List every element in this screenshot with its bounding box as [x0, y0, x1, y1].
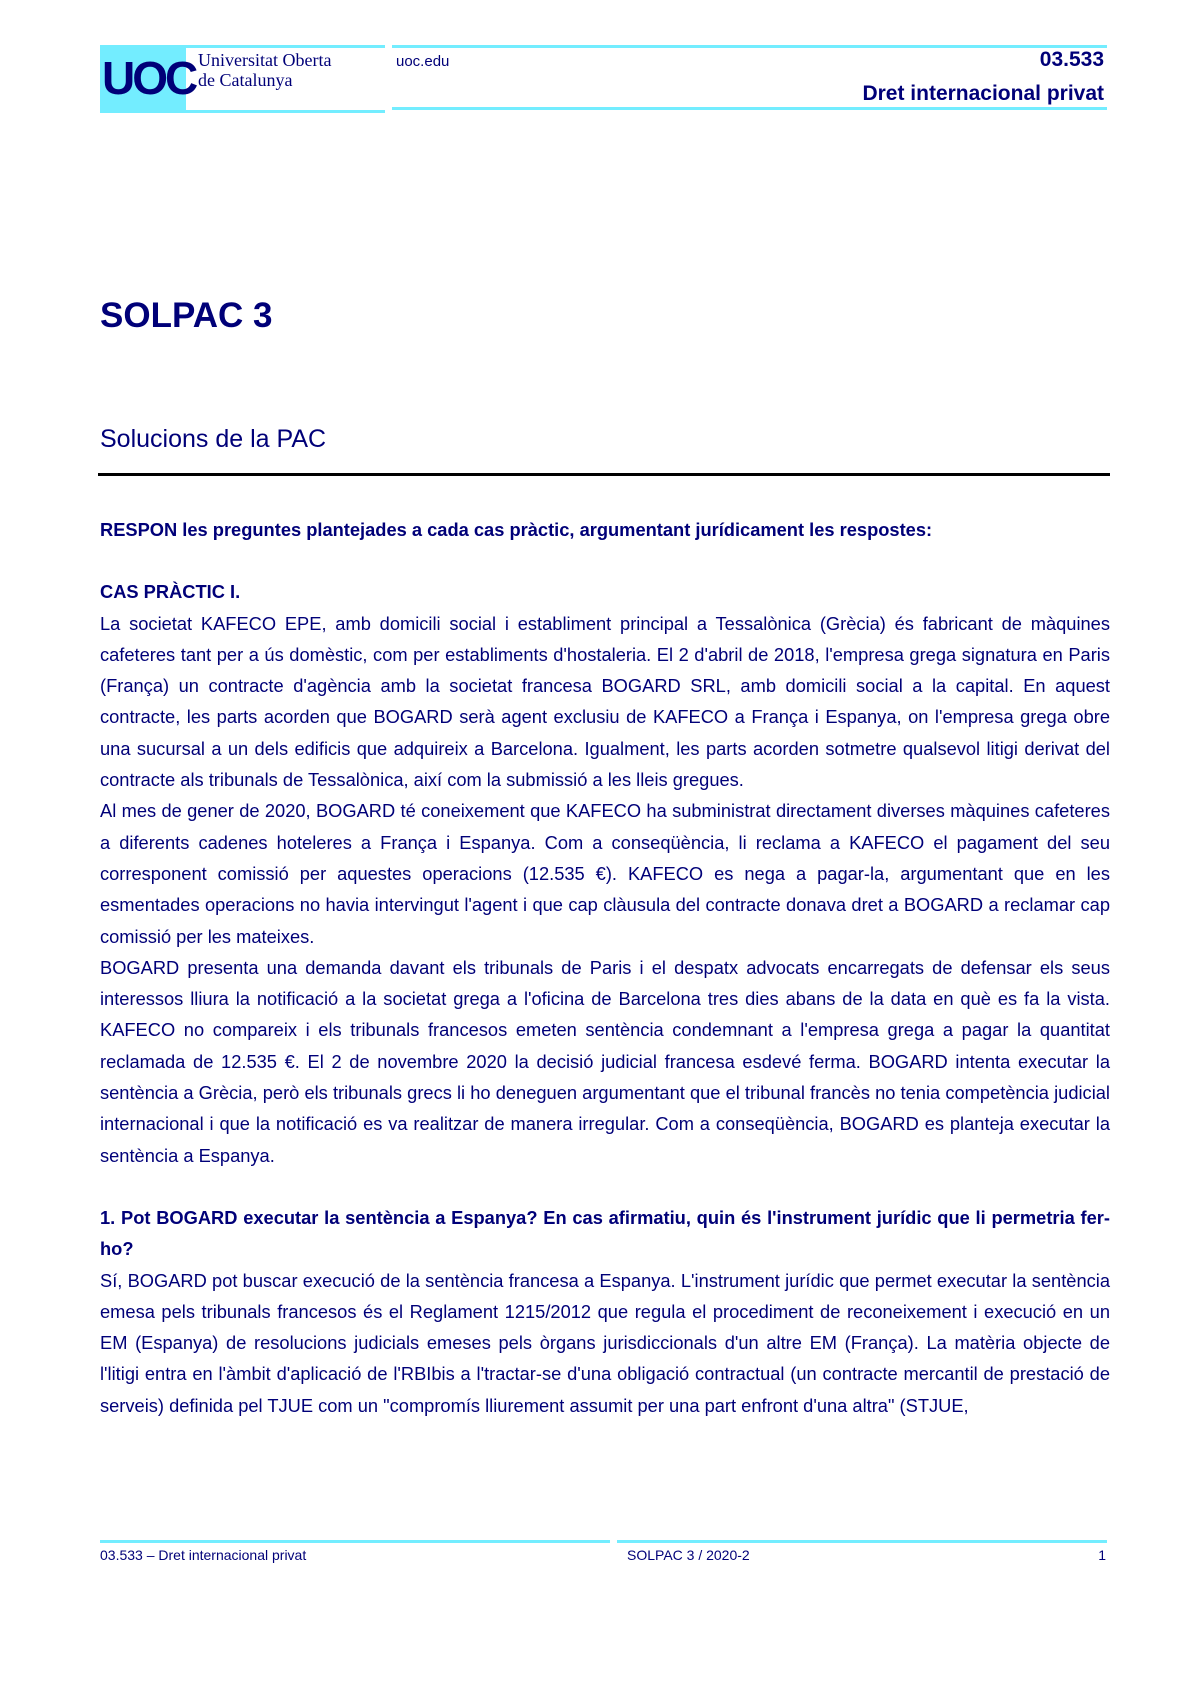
case-paragraph-2: Al mes de gener de 2020, BOGARD té coneixement que KAFECO ha subministrat directament diverses màquines cafeteres a diferents cadenes hoteleres a França i Espanya. Com a conseqüència, li reclama a KAFECO el pagament del seu corresponent comissió per aquestes operacions (12.535 €). KAFECO es nega a pagar-la, argumentant que en les esmentades operacions no havia intervingut l'agent i que cap clàusula del contracte donava dret a BOGARD a reclamar cap comissió per les mateixes. — [100, 800, 1110, 947]
document-body — [100, 514, 1110, 1421]
website-link[interactable]: uoc.edu — [396, 53, 450, 70]
header-rule-right-bottom — [392, 107, 1107, 110]
footer-rule-left — [100, 1540, 610, 1543]
spacer — [100, 545, 1110, 576]
uoc-logo-text: UOC — [102, 52, 196, 104]
header-rule-right-top — [392, 45, 1107, 48]
answer-1: Sí, BOGARD pot buscar execució de la sentència francesa a Espanya. L'instrument jurídic que permet executar la sentència emesa pels tribunals francesos és el Reglament 1215/2012 que regula el procediment de reconeixement i execució en un EM (Espanya) de resolucions judicials emeses pels òrgans jurisdiccionals d'un altre EM (França). La matèria objecte de l'litigi entra en l'àmbit d'aplicació de l'RBIbis a l'tractar-se d'una obligació contractual (un contracte mercantil de prestació de serveis) definida pel TJUE com un "compromís lliurement assumit per una part enfront d'una altra" (STJUE, — [100, 1269, 1110, 1416]
footer-rule-right — [617, 1540, 1107, 1543]
page-number: 1 — [1098, 1547, 1106, 1563]
instruction: RESPON les preguntes plantejades a cada cas pràctic, argumentant jurídicament les respostes: — [100, 519, 933, 540]
university-name-line2: de Catalunya — [198, 70, 293, 90]
case-paragraph-1: La societat KAFECO EPE, amb domicili social i establiment principal a Tessalònica (Grècia) és fabricant de màquines cafeteres tant per a ús domèstic, com per establiments d'hostaleria. El 2 d'abril de 2018, l'empresa grega signatura en Paris (França) un contracte d'agència amb la societat francesa BOGARD SRL, amb domicili social a la capital. En aquest contracte, les parts acorden que BOGARD serà agent exclusiu de KAFECO a França i Espanya, on l'empresa grega obre una sucursal a un dels edificis que adquireix a Barcelona. Igualment, les parts acorden sotmetre qualsevol litigi derivat del contracte als tribunals de Tessalònica, així com la submissió a les lleis gregues. — [100, 612, 1110, 791]
university-name-line1: Universitat Oberta — [198, 50, 332, 70]
spacer — [100, 1171, 1110, 1202]
case-heading: CAS PRÀCTIC I. — [100, 581, 241, 603]
course-name: Dret internacional privat — [862, 82, 1104, 105]
footer-document: SOLPAC 3 / 2020-2 — [627, 1547, 750, 1563]
course-code: 03.533 — [1039, 48, 1104, 71]
page-subtitle: Solucions de la PAC — [100, 425, 327, 453]
page-title: SOLPAC 3 — [100, 296, 273, 335]
title-divider — [98, 473, 1110, 476]
uoc-logo — [100, 48, 196, 110]
question-1: 1. Pot BOGARD executar la sentència a Espanya? En cas afirmatiu, quin és l'instrument jurídic que li permetria fer-ho? — [100, 1206, 1110, 1260]
university-name — [198, 50, 331, 90]
footer-course: 03.533 – Dret internacional privat — [100, 1547, 307, 1563]
case-paragraph-3: BOGARD presenta una demanda davant els tribunals de Paris i el despatx advocats encarregats de defensar els seus interessos lliura la notificació a la societat grega a l'oficina de Barcelona tres dies abans de la data en què es fa la vista. KAFECO no compareix i els tribunals francesos emeten sentència condemnant a l'empresa grega a pagar la quantitat reclamada de 12.535 €. El 2 de novembre 2020 la decisió judicial francesa esdevé ferma. BOGARD intenta executar la sentència a Grècia, però els tribunals grecs li ho deneguen argumentant que el tribunal francès no tenia competència judicial internacional i que la notificació es va realitzar de manera irregular. Com a conseqüència, BOGARD es planteja executar la sentència a Espanya. — [100, 956, 1110, 1166]
